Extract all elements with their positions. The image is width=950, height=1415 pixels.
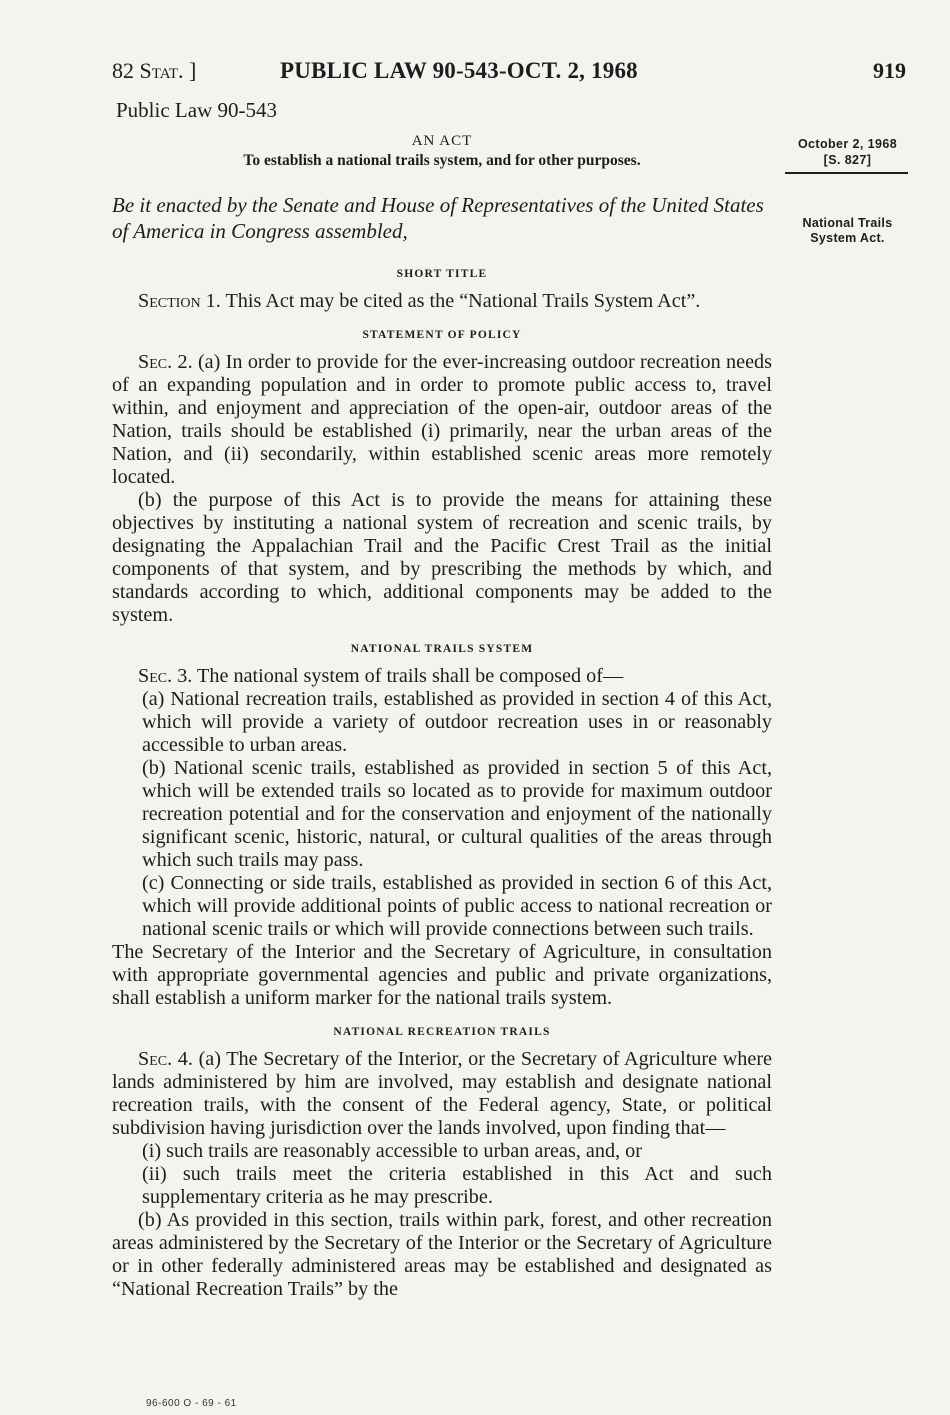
margin-rule (785, 172, 908, 174)
section-4a-ii: (ii) such trails meet the criteria established in this Act and such supplementary criteria as he may prescribe. (142, 1163, 772, 1208)
margin-act-name-line1: National Trails (802, 216, 893, 230)
section-2-label: Sec. 2. (138, 351, 193, 373)
trails-system-heading: NATIONAL TRAILS SYSTEM (350, 643, 534, 655)
section-3-closing: The Secretary of the Interior and the Secretary of Agriculture, in consultation with appropriate governmental agencies and public and private organizations, shall establish a uniform marker for the national trails system. (112, 941, 772, 1009)
running-title: PUBLIC LAW 90-543-OCT. 2, 1968 (280, 58, 638, 83)
public-law-number: Public Law 90-543 (116, 98, 277, 122)
section-3c: (c) Connecting or side trails, established as provided in section 6 of this Act, which will provide additional points of public access to national recreation or national scenic trails or which will provide connections between such trails. (142, 872, 772, 940)
act-heading: AN ACT (411, 133, 473, 149)
section-3-label: Sec. 3. (138, 665, 193, 687)
section-4a-i: (i) such trails are reasonably accessible to urban areas, and, or (142, 1140, 642, 1162)
section-4a (112, 1048, 772, 1140)
print-code: 96-600 O - 69 - 61 (146, 1398, 237, 1409)
running-header (112, 58, 910, 88)
page-number: 919 (873, 58, 906, 83)
section-1-label: Section 1. (138, 290, 221, 312)
short-title-heading: SHORT TITLE (396, 268, 488, 280)
recreation-trails-heading: NATIONAL RECREATION TRAILS (333, 1026, 551, 1038)
policy-heading: STATEMENT OF POLICY (362, 329, 522, 341)
section-4b: (b) As provided in this section, trails within park, forest, and other recreation areas administered by the Secretary of the Interior or the Secretary of Agriculture or in other federally administered areas may be established and designated as “National Recreation Trails” by the (112, 1209, 772, 1300)
section-2a (112, 351, 772, 489)
margin-date: October 2, 1968 (797, 137, 898, 151)
statute-reference: 82 Stat. ] (112, 58, 197, 83)
section-3b: (b) National scenic trails, established as provided in section 5 of this Act, which will be extended trails so located as to provide for maximum outdoor recreation potential and for the conservation and enjoyment of the nationally significant scenic, historic, natural, or cultural qualities of the areas through which such trails may pass. (142, 757, 772, 871)
section-3a: (a) National recreation trails, established as provided in section 4 of this Act, which will provide a variety of outdoor recreation uses in or reasonably accessible to urban areas. (142, 688, 772, 756)
section-1-text: This Act may be cited as the “National Trails System Act”. (225, 290, 701, 312)
margin-act-name-line2: System Act. (810, 231, 885, 245)
section-4a-text: (a) The Secretary of the Interior, or the Secretary of Agriculture where lands administered by him are involved, may establish and designate national recreation trails, with the consent of the Federal agency, State, or political subdivision having jurisdiction over the lands involved, upon finding that— (112, 1048, 773, 1139)
section-3-intro (112, 665, 772, 688)
section-2b: (b) the purpose of this Act is to provide the means for attaining these objectives by instituting a national system of recreation and scenic trails, by designating the Appalachian Trail and the Pacific Crest Trail as the initial components of that system, and by prescribing the methods by which, and standards according to which, additional components may be added to the system. (112, 489, 772, 626)
section-3-intro-text: The national system of trails shall be composed of— (197, 665, 624, 687)
margin-notes (785, 136, 910, 246)
margin-bill-number: [S. 827] (823, 153, 872, 167)
section-4-label: Sec. 4. (138, 1048, 193, 1070)
act-purpose: To establish a national trails system, and for other purposes. (243, 152, 641, 169)
main-text (112, 98, 772, 1301)
section-1 (112, 290, 772, 313)
margin-act-name (785, 216, 910, 246)
section-2a-text: (a) In order to provide for the ever-increasing outdoor recreation needs of an expanding population and in order to promote public access to, travel within, and enjoyment and appreciation of the open-air, outdoor areas of the Nation, trails should be established (i) primarily, near the urban areas of the Nation, and (ii) secondarily, within established scenic areas more remotely located. (112, 351, 772, 488)
enacting-clause: Be it enacted by the Senate and House of Representatives of the United States of America in Congress assembled, (112, 193, 764, 243)
